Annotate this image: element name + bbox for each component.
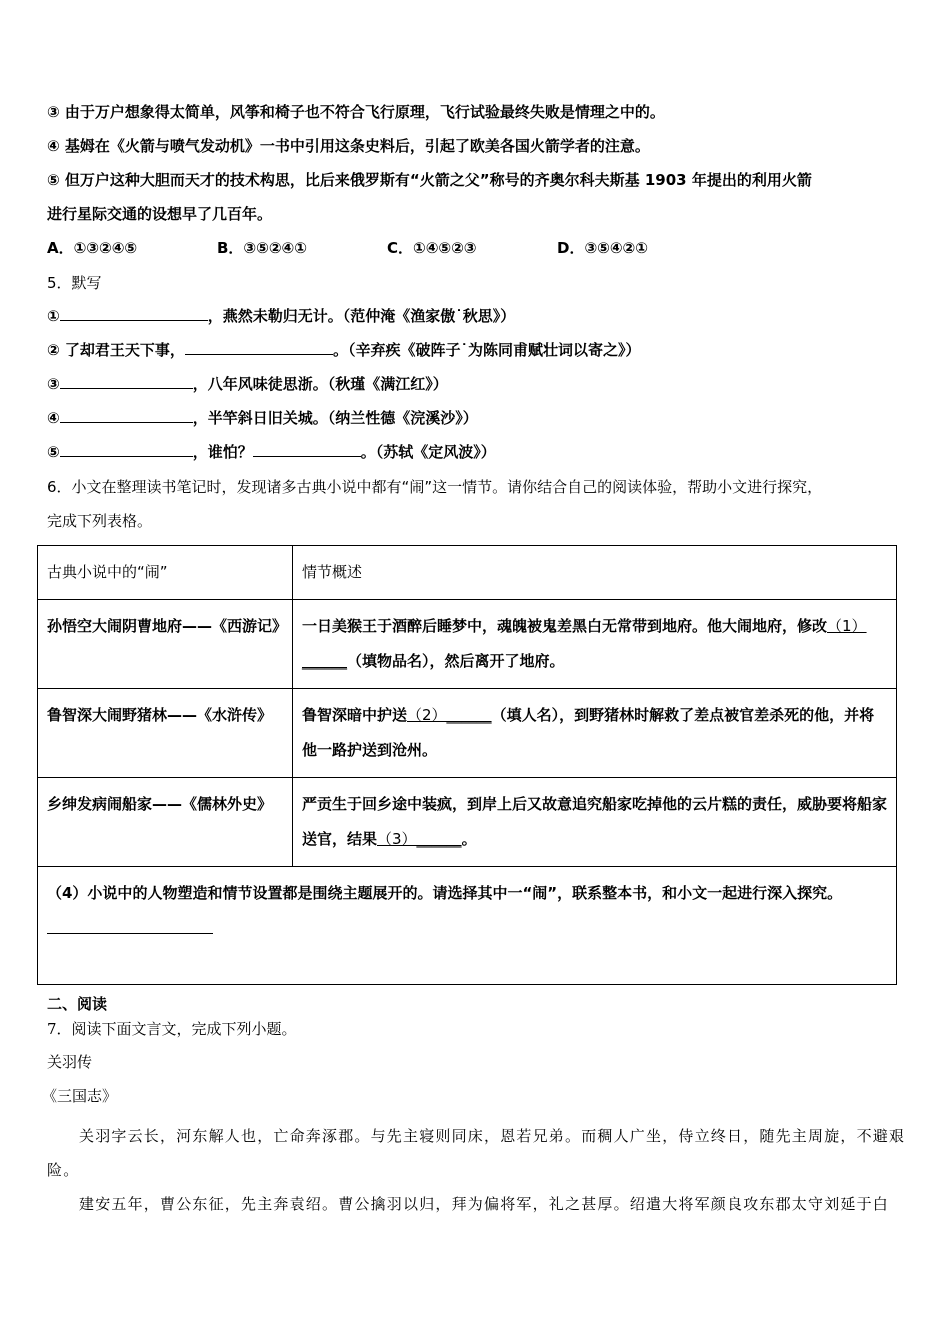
q4-statement-4: ④ 基姆在《火箭与喷气发动机》一书中引用这条史料后，引起了欧美各国火箭学者的注意。 — [47, 137, 650, 155]
row-summary: 鲁智深暗中护送（2）______（填人名），到野猪林时解救了差点被官差杀死的他，并将他一路护送到沧州。 — [293, 689, 897, 778]
answer-blank[interactable] — [60, 442, 193, 457]
header-cell: 情节概述 — [293, 546, 897, 600]
row-title: 乡绅发病闹船家——《儒林外史》 — [38, 778, 293, 867]
q6-part-4: （4）小说中的人物塑造和情节设置都是围绕主题展开的。请选择其中一“闹”，联系整本书，和小文一起进行深入探究。 — [38, 867, 897, 985]
answer-blank[interactable] — [60, 408, 193, 423]
paragraph: 建安五年，曹公东征，先主奔袁绍。曹公擒羽以归，拜为偏将军，礼之甚厚。绍遣大将军颜良攻东郡太守刘延于白 — [79, 1195, 890, 1213]
answer-blank[interactable]: （2）______ — [407, 706, 492, 724]
text-source: 《三国志》 — [42, 1087, 118, 1105]
answer-blank[interactable]: （3）______ — [377, 830, 462, 848]
text-title: 关羽传 — [47, 1053, 93, 1071]
option-d: D．③⑤④②① — [557, 239, 648, 257]
option-b: B．③⑤②④① — [217, 239, 307, 257]
q5-item-3: ③ ，八年风味徒思浙。（秋瑾《满江红》） — [47, 375, 448, 393]
q4-options — [47, 238, 727, 258]
option-c: C．①④⑤②③ — [387, 239, 477, 257]
q6-table — [37, 545, 897, 985]
row-summary: 严贡生于回乡途中装疯，到岸上后又故意追究船家吃掉他的云片糕的责任，威胁要将船家送官，结果（3）______。 — [293, 778, 897, 867]
answer-blank[interactable] — [60, 306, 208, 321]
row-title: 鲁智深大闹野猪林——《水浒传》 — [38, 689, 293, 778]
q5-item-2: ② 了却君王天下事， 。（辛弃疾《破阵子˙为陈同甫赋壮词以寄之》） — [47, 341, 641, 359]
row-title: 孙悟空大闹阴曹地府——《西游记》 — [38, 600, 293, 689]
q5-item-1: ① ，燕然未勒归无计。（范仲淹《渔家傲˙秋思》） — [47, 307, 516, 325]
q5-title: 5．默写 — [47, 274, 102, 292]
q5-item-4: ④ ，半竿斜日旧关城。（纳兰性德《浣溪沙》） — [47, 409, 478, 427]
answer-blank[interactable] — [185, 340, 333, 355]
answer-blank[interactable] — [60, 374, 193, 389]
answer-blank[interactable] — [253, 442, 361, 457]
q7-prompt: 7．阅读下面文言文，完成下列小题。 — [47, 1020, 297, 1038]
table-row — [38, 867, 897, 985]
answer-blank[interactable]: （1）______ — [302, 617, 867, 670]
q4-statement-3: ③ 由于万户想象得太简单，风筝和椅子也不符合飞行原理，飞行试验最终失败是情理之中的。 — [47, 103, 665, 121]
header-cell: 古典小说中的“闹” — [38, 546, 293, 600]
row-summary: 一日美猴王于酒醉后睡梦中，魂魄被鬼差黑白无常带到地府。他大闹地府，修改（1）______（填物品名），然后离开了地府。 — [293, 600, 897, 689]
table-row — [38, 778, 897, 867]
table-row — [38, 600, 897, 689]
q4-statement-5-cont: 进行星际交通的设想早了几百年。 — [47, 205, 273, 223]
q6-prompt-cont: 完成下列表格。 — [47, 512, 153, 530]
section-title: 二、阅读 — [47, 995, 108, 1013]
q5-item-5: ⑤ ，谁怕？ 。（苏轼《定风波》） — [47, 443, 496, 461]
q6-prompt: 6．小文在整理读书笔记时，发现诸多古典小说中都有“闹”这一情节。请你结合自己的阅读体验，帮助小文进行探究， — [47, 478, 823, 496]
table-row — [38, 689, 897, 778]
table-header — [38, 546, 897, 600]
paragraph: 关羽字云长，河东解人也，亡命奔涿郡。与先主寝则同床，恩若兄弟。而稠人广坐，侍立终日，随先主周旋，不避艰险。 — [47, 1127, 906, 1179]
q4-statement-5: ⑤ 但万户这种大胆而天才的技术构思，比后来俄罗斯有“火箭之父”称号的齐奥尔科夫斯基 1903 年提出的利用火箭 — [47, 171, 812, 189]
option-a: A．①③②④⑤ — [47, 239, 138, 257]
answer-blank[interactable] — [47, 919, 213, 934]
